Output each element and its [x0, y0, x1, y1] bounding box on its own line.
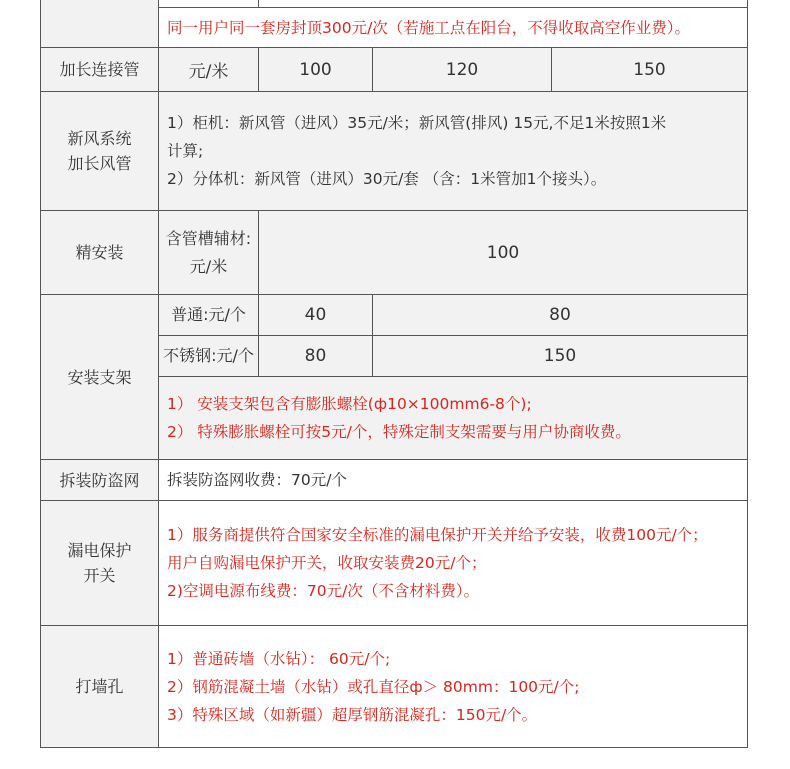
wall-drilling-line-3: 3）特殊区域（如新疆）超厚钢筋混凝孔：150元/个。	[167, 705, 538, 724]
bracket-notes	[158, 376, 748, 460]
bracket-normal-value-2: 80	[372, 294, 748, 336]
precision-install-value: 100	[258, 210, 748, 295]
fresh-air-description	[158, 91, 748, 211]
bracket-stainless-value-2: 150	[372, 335, 748, 377]
bracket-note-1: 1） 安装支架包含有膨胀螺栓(ф10×100mm6-8个);	[167, 395, 532, 413]
bracket-label: 安装支架	[40, 294, 159, 460]
leak-protection-label	[40, 500, 159, 626]
top-row-note-text: 同一用户同一套房封顶300元/次（若施工点在阳台，不得收取高空作业费）。	[167, 18, 691, 37]
fresh-air-label	[40, 91, 159, 211]
precision-install-sub-label	[158, 210, 259, 295]
leak-protection-line-3: 2)空调电源布线费：70元/次（不含材料费）。	[167, 582, 480, 600]
pricing-table	[40, 0, 748, 748]
bracket-stainless-value-1: 80	[258, 335, 373, 377]
extension-pipe-value-2: 120	[372, 47, 552, 92]
bracket-normal-value-1: 40	[258, 294, 373, 336]
leak-protection-label-line-2: 开关	[83, 566, 116, 585]
wall-drilling-line-1: 1）普通砖墙（水钻）： 60元/个;	[167, 649, 391, 668]
wall-drilling-line-2: 2）钢筋混凝土墙（水钻）或孔直径ф＞ 80mm：100元/个;	[167, 677, 580, 696]
precision-install-sub-label-line-2: 元/米	[189, 256, 228, 276]
extension-pipe-unit: 元/米	[158, 47, 259, 92]
extension-pipe-label: 加长连接管	[40, 47, 159, 92]
top-row-label-cell	[40, 0, 159, 48]
leak-protection-description	[158, 500, 748, 626]
leak-protection-line-2: 用户自购漏电保护开关，收取安装费20元/个；	[167, 554, 487, 572]
leak-protection-label-line-1: 漏电保护	[67, 541, 132, 560]
bracket-type-stainless: 不锈钢:元/个	[158, 335, 259, 377]
anti-theft-label: 拆装防盗网	[40, 459, 159, 501]
fresh-air-label-line-1: 新风系统	[67, 129, 132, 148]
precision-install-label: 精安装	[40, 210, 159, 295]
fresh-air-label-line-2: 加长风管	[67, 154, 132, 173]
bracket-type-normal: 普通:元/个	[158, 294, 259, 336]
anti-theft-description: 拆装防盗网收费：70元/个	[158, 459, 748, 501]
wall-drilling-label: 打墙孔	[40, 625, 159, 748]
top-row-note	[158, 7, 748, 48]
leak-protection-line-1: 1）服务商提供符合国家安全标准的漏电保护开关并给予安装，收费100元/个；	[167, 526, 708, 544]
fresh-air-line-1: 1）柜机：新风管（进风）35元/米；新风管(排风) 15元,不足1米按照1米	[167, 114, 667, 132]
wall-drilling-description	[158, 625, 748, 748]
extension-pipe-value-1: 100	[258, 47, 373, 92]
bracket-note-2: 2） 特殊膨胀螺栓可按5元/个，特殊定制支架需要与用户协商收费。	[167, 423, 631, 441]
extension-pipe-value-3: 150	[551, 47, 748, 92]
fresh-air-line-3: 2）分体机：新风管（进风）30元/套 （含：1米管加1个接头）。	[167, 170, 607, 188]
fresh-air-line-2: 计算;	[167, 142, 204, 160]
precision-install-sub-label-line-1: 含管槽辅材:	[165, 228, 252, 248]
